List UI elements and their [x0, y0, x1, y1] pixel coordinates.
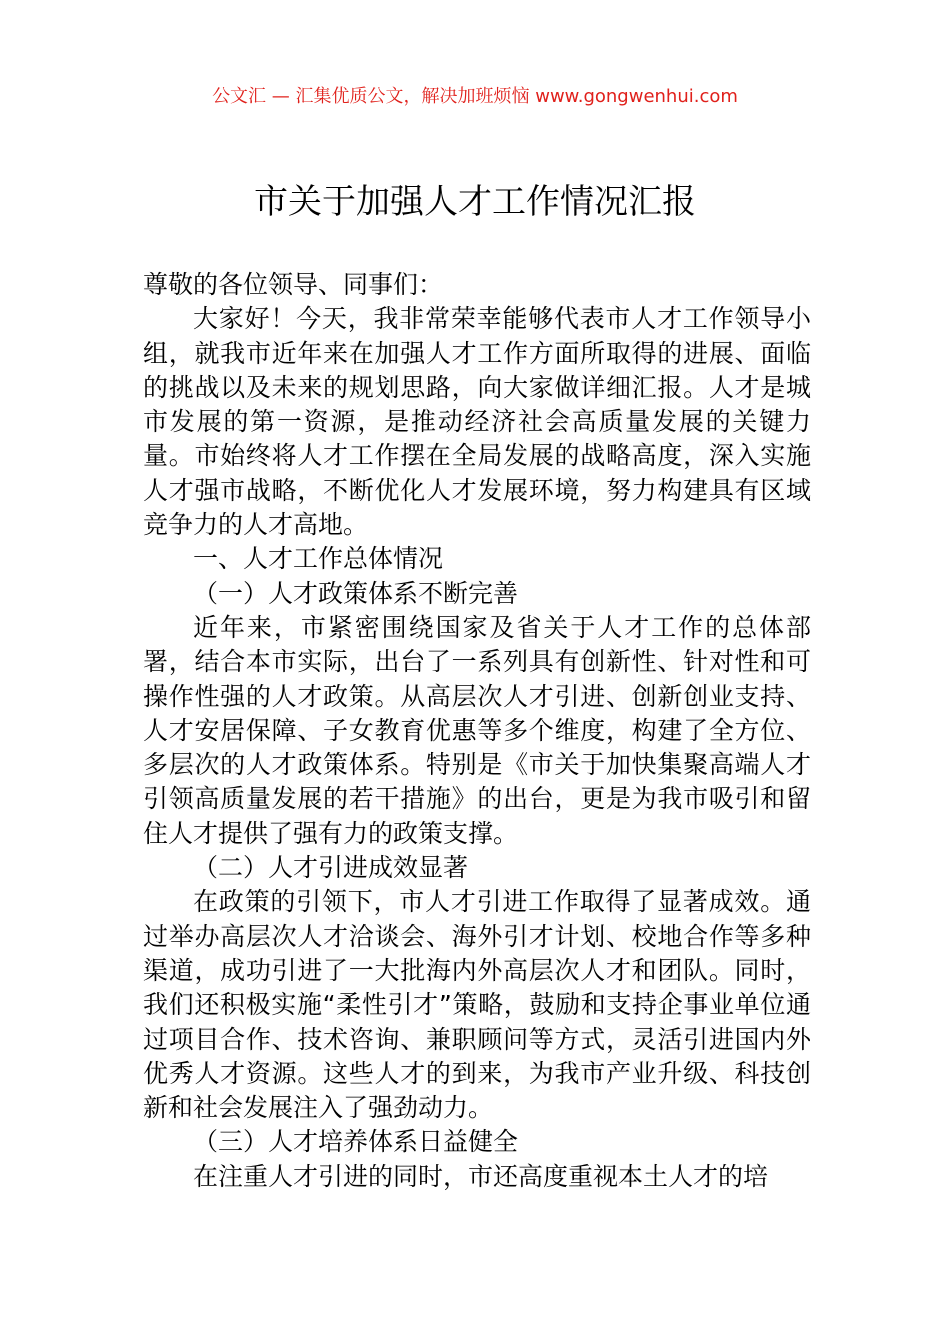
salutation: 尊敬的各位领导、同事们：	[143, 270, 444, 299]
subsection-body-3: 在注重人才引进的同时，市还高度重视本土人才的培	[193, 1161, 769, 1191]
subsection-heading-2: （二）人才引进成效显著	[193, 853, 469, 883]
subsection-heading-1: （一）人才政策体系不断完善	[193, 578, 519, 608]
section-heading-1: 一、人才工作总体情况	[193, 544, 444, 574]
header-banner: 公文汇 — 汇集优质公文，解决加班烦恼 www.gongwenhui.com	[212, 86, 738, 107]
document-title: 市关于加强人才工作情况汇报	[254, 182, 696, 222]
subsection-body-2: 在政策的引领下，市人才引进工作取得了显著成效。通过举办高层次人才洽谈会、海外引才计划、校地合作等多种渠道，成功引进了一大批海内外高层次人才和团队。同时，我们还积极实施“柔性引才”策略，鼓励和支持企事业单位通过项目合作、技术咨询、兼职顾问等方式，灵活引进国内外优秀人才资源。这些人才的到来，为我市产业升级、科技创新和社会发展注入了强劲动力。	[143, 887, 811, 1123]
subsection-heading-3: （三）人才培养体系日益健全	[193, 1127, 519, 1157]
intro-paragraph: 大家好！今天，我非常荣幸能够代表市人才工作领导小组，就我市近年来在加强人才工作方面所取得的进展、面临的挑战以及未来的规划思路，向大家做详细汇报。人才是城市发展的第一资源，是推动经济社会高质量发展的关键力量。市始终将人才工作摆在全局发展的战略高度，深入实施人才强市战略，不断优化人才发展环境，努力构建具有区域竞争力的人才高地。	[143, 304, 811, 540]
document-body	[143, 268, 811, 1194]
subsection-body-1: 近年来，市紧密围绕国家及省关于人才工作的总体部署，结合本市实际，出台了一系列具有创新性、针对性和可操作性强的人才政策。从高层次人才引进、创新创业支持、人才安居保障、子女教育优惠等多个维度，构建了全方位、多层次的人才政策体系。特别是《市关于加快集聚高端人才引领高质量发展的若干措施》的出台，更是为我市吸引和留住人才提供了强有力的政策支撑。	[143, 612, 811, 848]
